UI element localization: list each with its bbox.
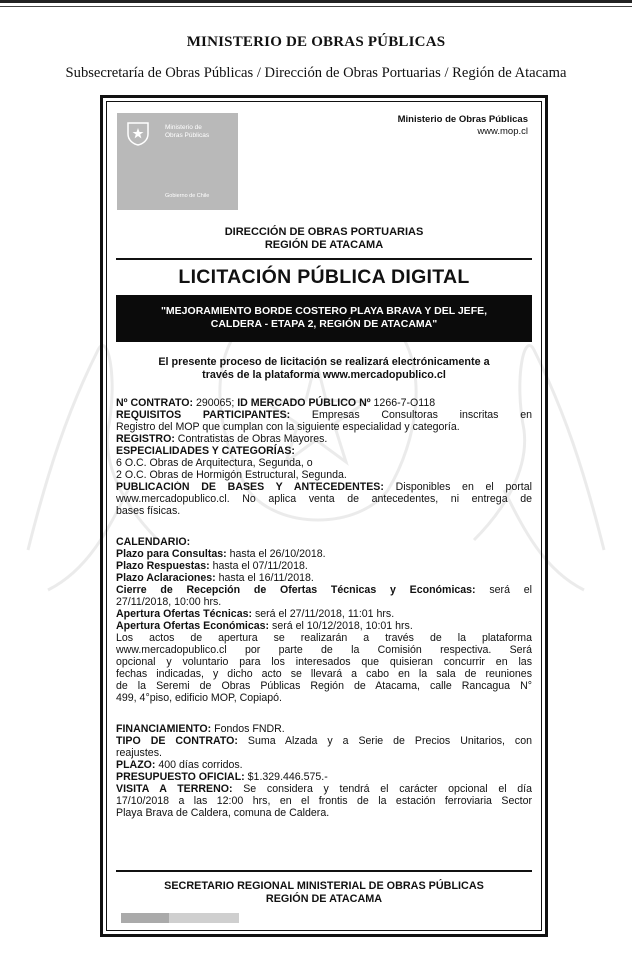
notice-line (116, 421, 532, 433)
notice-line (116, 596, 532, 608)
line-text: Suma Alzada y a Serie de Precios Unitarios, con (237, 735, 532, 747)
line-label: Cierre de Recepción de Ofertas Técnicas y Económicas: (116, 584, 476, 596)
line-text: será el 10/12/2018, 10:01 hrs. (269, 620, 413, 632)
line-label: Plazo Aclaraciones: (116, 572, 216, 584)
line-text: Empresas Consultoras inscritas en (290, 409, 532, 421)
line-text: 290065; (193, 397, 238, 409)
intro-line-2: través de la plataforma www.mercadopublico.cl (202, 369, 446, 381)
notice-line (116, 457, 532, 469)
line-text: será el 27/11/2018, 11:01 hrs. (252, 608, 395, 620)
notice-line (116, 795, 532, 807)
project-name-line-2: CALDERA - ETAPA 2, REGIÓN DE ATACAMA" (210, 318, 438, 330)
line-label: REQUISITOS PARTICIPANTES: (116, 409, 291, 421)
notice-line (116, 632, 532, 644)
region-title: REGIÓN DE ATACAMA (264, 239, 384, 251)
coat-of-arms-icon (125, 120, 151, 146)
notice-line (116, 572, 532, 584)
line-label: ESPECIALIDADES Y CATEGORÍAS: (116, 445, 295, 457)
project-name-line-1: "MEJORAMIENTO BORDE COSTERO PLAYA BRAVA Y DEL JEFE, (160, 305, 488, 317)
tender-title: LICITACIÓN PÚBLICA DIGITAL (178, 266, 470, 288)
notice-line (116, 656, 532, 668)
line-text: hasta el 26/10/2018. (226, 548, 326, 560)
intro-line-1: El presente proceso de licitación se realizará electrónicamente a (158, 356, 490, 368)
line-text: reajustes. (116, 747, 162, 759)
notice-line (116, 481, 532, 493)
line-text: 499, 4°piso, edificio MOP, Copiapó. (116, 692, 282, 704)
line-label: REGISTRO: (116, 433, 175, 445)
notice-line (116, 807, 532, 819)
secretary-region: REGIÓN DE ATACAMA (265, 893, 383, 905)
line-text: www.mercadopublico.cl por parte de la Comisión respectiva. Será (116, 644, 532, 656)
notice-line (116, 692, 532, 704)
line-label: Apertura Ofertas Económicas: (116, 620, 270, 632)
line-text: será el (475, 584, 532, 596)
divider-bottom (116, 870, 532, 872)
line-text: $1.329.446.575.- (244, 771, 328, 783)
notice-line (116, 644, 532, 656)
notice-line (116, 680, 532, 692)
project-banner (116, 295, 532, 342)
signature-block (121, 913, 169, 923)
notice-line (116, 608, 532, 620)
line-label: Plazo Respuestas: (116, 560, 210, 572)
line-text: Los actos de apertura se realizarán a través de la plataforma (116, 632, 532, 644)
line-label: PLAZO: (116, 759, 156, 771)
notice-line (116, 620, 532, 632)
gobierno-logo (117, 113, 238, 210)
line-text: fechas indicadas, y dicho acto se llevará a cabo en la sala de reuniones (116, 668, 532, 680)
top-rule-thin (0, 6, 632, 7)
signature-block (169, 913, 239, 923)
notice-line (116, 783, 532, 795)
line-label: VISITA A TERRENO: (116, 783, 233, 795)
notice-line (116, 536, 532, 548)
line-label: TIPO DE CONTRATO: (116, 735, 238, 747)
line-text: hasta el 16/11/2018. (215, 572, 314, 584)
line-text: opcional y voluntario para los interesados que quisieran concurrir en las (116, 656, 532, 668)
direction-title: DIRECCIÓN DE OBRAS PORTUARIAS (224, 226, 424, 238)
notice-line (116, 560, 532, 572)
notice-line (116, 493, 532, 505)
notice-line (116, 668, 532, 680)
line-label: PRESUPUESTO OFICIAL: (116, 771, 245, 783)
line-text: 400 días corridos. (155, 759, 243, 771)
line-text: Contratistas de Obras Mayores. (174, 433, 328, 445)
line-text: 27/11/2018, 10:00 hrs. (116, 596, 222, 608)
line-text: Disponibles en el portal (383, 481, 532, 493)
logo-text (165, 124, 209, 140)
ministry-subtitle: Subsecretaría de Obras Públicas / Dirección de Obras Portuarias / Región de Atacama (65, 65, 567, 81)
logo-line-1: Ministerio de (165, 124, 202, 131)
mop-url: www.mop.cl (477, 126, 528, 137)
line-text: hasta el 07/11/2018. (209, 560, 308, 572)
notice-line (116, 759, 532, 771)
mop-name: Ministerio de Obras Públicas (397, 114, 528, 125)
notice-line (116, 584, 532, 596)
line-label: Nº CONTRATO: (116, 397, 194, 409)
line-text: Playa Brava de Caldera, comuna de Caldera. (116, 807, 330, 819)
notice-line (116, 433, 532, 445)
divider (116, 258, 532, 260)
notice-line (116, 771, 532, 783)
line-label: CALENDARIO: (116, 536, 191, 548)
line-label: ID MERCADO PÚBLICO Nº (237, 397, 371, 409)
line-label: FINANCIAMIENTO: (116, 723, 212, 735)
secretary-title: SECRETARIO REGIONAL MINISTERIAL DE OBRAS PÚBLICAS (164, 880, 484, 892)
notice-line (116, 548, 532, 560)
logo-gov-text: Gobierno de Chile (165, 193, 210, 199)
line-text: 1266-7-O118 (370, 397, 436, 409)
line-text: de la Seremi de Obras Públicas Región de Atacama, calle Rancagua N° (116, 680, 532, 692)
line-text: bases físicas. (116, 505, 181, 517)
line-label: Apertura Ofertas Técnicas: (116, 608, 253, 620)
notice-line (116, 735, 532, 747)
line-text: 6 O.C. Obras de Arquitectura, Segunda, o (116, 457, 313, 469)
notice-line (116, 445, 532, 457)
line-label: PUBLICACIÓN DE BASES Y ANTECEDENTES: (116, 481, 384, 493)
line-text: Registro del MOP que cumplan con la siguiente especialidad y categoría. (116, 421, 460, 433)
notice-line (116, 747, 532, 759)
line-label: Plazo para Consultas: (116, 548, 227, 560)
ministry-heading: MINISTERIO DE OBRAS PÚBLICAS (186, 34, 446, 50)
notice-line (116, 723, 532, 735)
top-rule (0, 0, 632, 3)
line-text: www.mercadopublico.cl. No aplica venta de antecedentes, ni entrega de (116, 493, 532, 505)
logo-line-2: Obras Públicas (165, 132, 210, 139)
line-text: 2 O.C. Obras de Hormigón Estructural, Segunda. (116, 469, 347, 481)
notice-line (116, 469, 532, 481)
line-text: 17/10/2018 a las 12:00 hrs, en el frontis de la estación ferroviaria Sector (116, 795, 532, 807)
line-text: Fondos FNDR. (211, 723, 285, 735)
notice-line (116, 505, 532, 517)
notice-line (116, 409, 532, 421)
notice-line (116, 397, 532, 409)
line-text: Se considera y tendrá el carácter opcional el día (232, 783, 532, 795)
